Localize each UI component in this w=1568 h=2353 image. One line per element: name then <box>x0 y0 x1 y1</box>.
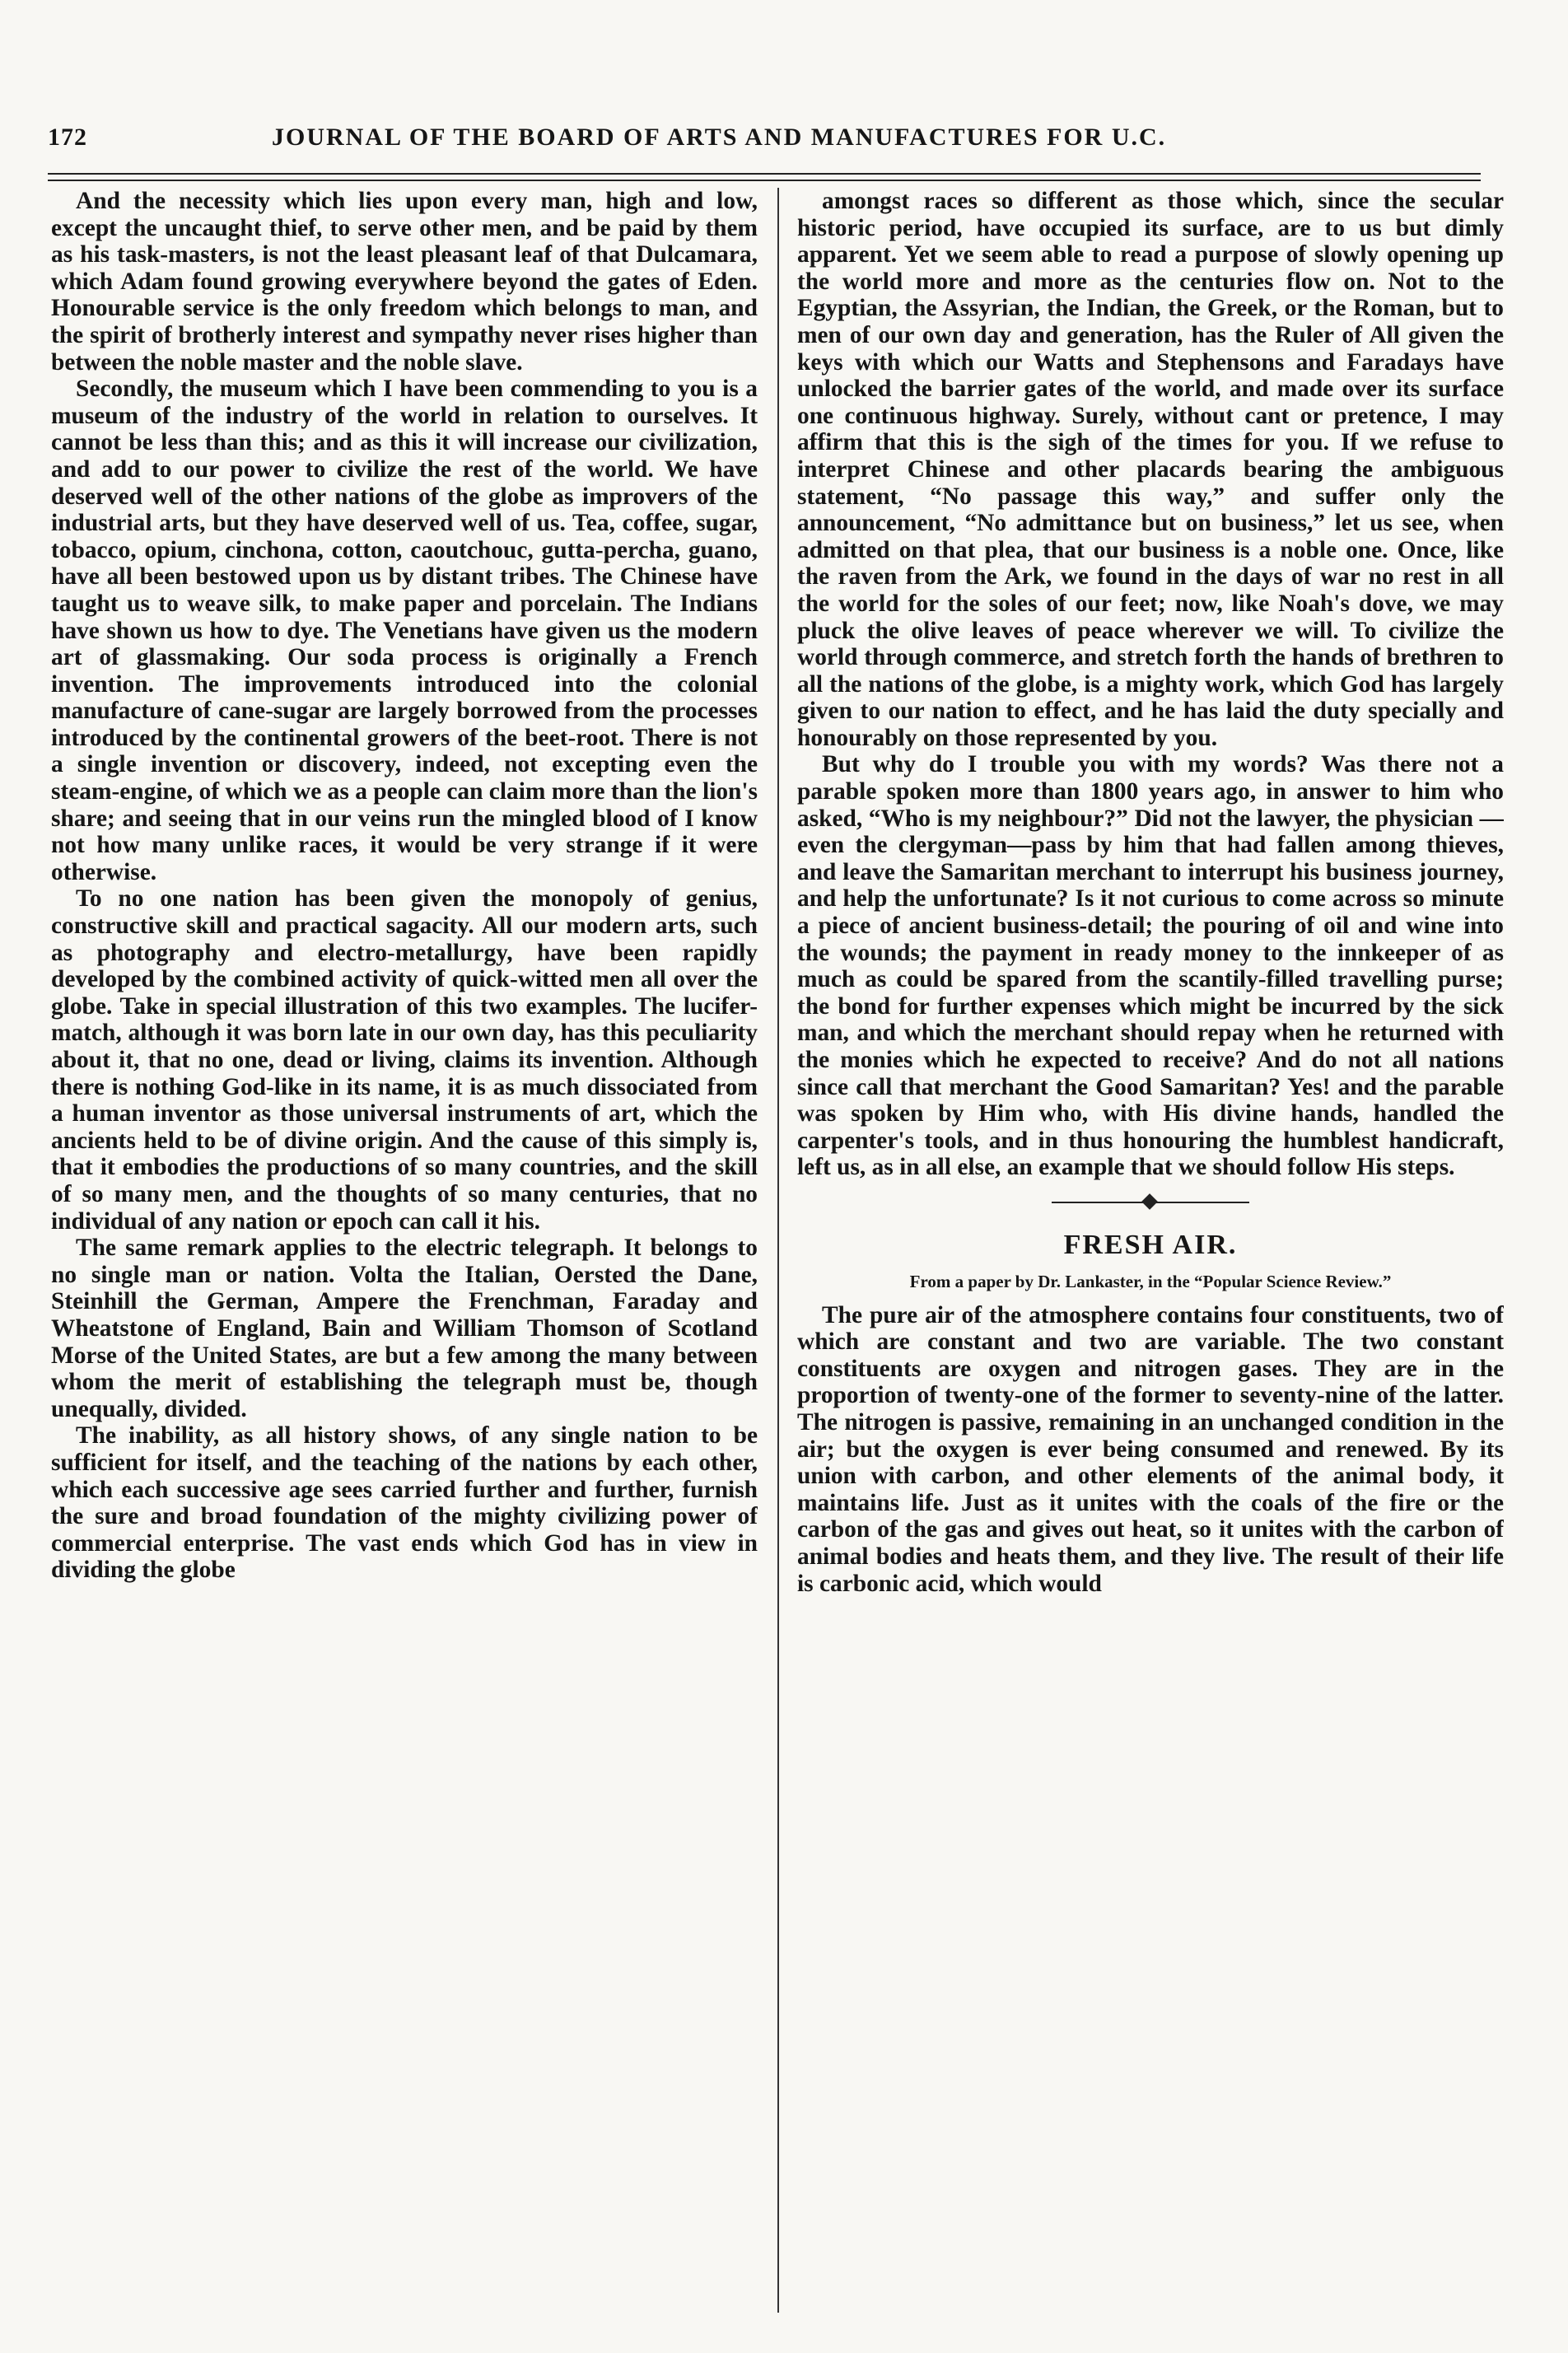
page-header <box>48 124 1481 163</box>
column-divider <box>777 188 779 2313</box>
paragraph-right-1: amongst races so different as those which, since the secular historic period, have occupied its surface, are to us but dimly apparent. Yet we seem able to read a purpose of slowly opening up the world more and more as the centuries flow on. Not to the Egyptian, the Assyrian, the Indian, the Greek, or the Roman, but to men of our own day and generation, has the Ruler of All given the keys with which our Watts and Stephensons and Faradays have unlocked the barrier gates of the world, and made over its surface one continuous highway. Surely, without cant or pretence, I may affirm that this is the sigh of the times for you. If we refuse to interpret Chinese and other placards bearing the ambiguous statement, “No passage this way,” and suffer only the announcement, “No admittance but on business,” let us see, when admitted on that plea, that our business is a noble one. Once, like the raven from the Ark, we found in the days of war no rest in all the world for the soles of our feet; now, like Noah's dove, we may pluck the olive leaves of peace wherever we will. To civilize the world through commerce, and stretch forth the hands of brethren to all the nations of the globe, is a mighty work, which God has largely given to our nation to effect, and he has laid the duty specially and honourably on those represented by you. <box>797 188 1504 751</box>
section-ornament <box>1052 1194 1249 1211</box>
paragraph-left-4: The same remark applies to the electric telegraph. It belongs to no single man or nation. Volta the Italian, Oersted the Dane, Steinhill the German, Ampere the Frenchman, Faraday and Wheatstone of England, Bain and William Thomson of Scotland Morse of the United States, are but a few among the many between whom the merit of establishing the telegraph must be, though unequally, divided. <box>51 1235 758 1422</box>
paragraph-left-5: The inability, as all history shows, of any single nation to be sufficient for itself, and the teaching of the nations by each other, which each successive age sees carried further and further, furnish the sure and broad foundation of the mighty civilizing power of commercial enterprise. The vast ends which God has in view in dividing the globe <box>51 1422 758 1584</box>
paragraph-right-2: But why do I trouble you with my words? Was there not a parable spoken more than 1800 years ago, in answer to him who asked, “Who is my neighbour?” Did not the lawyer, the physician —even the clergyman—pass by him that had fallen among thieves, and leave the Samaritan merchant to interrupt his business journey, and help the unfortunate? Is it not curious to come across so minute a piece of ancient business-detail; the pouring of oil and wine into the wounds; the payment in ready money to the innkeeper of as much as could be spared from the scantily-filled travelling purse; the bond for further expenses which might be incurred by the sick man, and which the merchant should repay when he returned with the monies which he expected to receive? And do not all nations since call that merchant the Good Samaritan? Yes! and the parable was spoken by Him who, with His divine hands, handled the carpenter's tools, and in thus honouring the humblest handicraft, left us, as in all else, an example that we should follow His steps. <box>797 751 1504 1181</box>
page-number: 172 <box>48 124 87 151</box>
paragraph-left-3: To no one nation has been given the monopoly of genius, constructive skill and practical sagacity. All our modern arts, such as photography and electro-metallurgy, have been rapidly developed by the combined activity of quick-witted men all over the globe. Take in special illustration of this two examples. The lucifer-match, although it was born late in our own day, has this peculiarity about it, that no one, dead or living, claims its invention. Although there is nothing God-like in its name, it is as much dissociated from a human inventor as those universal instruments of art, which the ancients held to be of divine origin. And the cause of this simply is, that it embodies the productions of so many countries, and the skill of so many men, and the thoughts of so many centuries, that no individual of any nation or epoch can call it his. <box>51 885 758 1235</box>
section-source: From a paper by Dr. Lankaster, in the “Popular Science Review.” <box>909 1271 1392 1291</box>
header-rule <box>48 173 1481 181</box>
running-title: JOURNAL OF THE BOARD OF ARTS AND MANUFACTURES FOR U.C. <box>272 124 1167 151</box>
section-paragraph-1: The pure air of the atmosphere contains four constituents, two of which are constant and two are variable. The two constant constituents are oxygen and nitrogen gases. They are in the proportion of twenty-one of the former to seventy-nine of the latter. The nitrogen is passive, remaining in an unchanged condition in the air; but the oxygen is ever being consumed and renewed. By its union with carbon, and other elements of the animal body, it maintains life. Just as it unites with the coals of the fire or the carbon of the gas and gives out heat, so it unites with the carbon of animal bodies and heats them, and they live. The result of their life is carbonic acid, which would <box>797 1301 1504 1597</box>
right-column <box>797 188 1504 2313</box>
left-column <box>51 188 758 2313</box>
section-title: FRESH AIR. <box>1063 1229 1238 1260</box>
paragraph-left-2: Secondly, the museum which I have been commending to you is a museum of the industry of the world in relation to ourselves. It cannot be less than this; and as this it will increase our civilization, and add to our power to civilize the rest of the world. We have deserved well of the other nations of the globe as improvers of the industrial arts, but they have deserved well of us. Tea, coffee, sugar, tobacco, opium, cinchona, cotton, caoutchouc, gutta-percha, guano, have all been bestowed upon us by distant tribes. The Chinese have taught us to weave silk, to make paper and porcelain. The Indians have shown us how to dye. The Venetians have given us the modern art of glassmaking. Our soda process is originally a French invention. The improvements introduced into the colonial manufacture of cane-sugar are largely borrowed from the processes introduced by the continental growers of the beet-root. There is not a single invention or discovery, indeed, not excepting even the steam-engine, of which we as a people can claim more than the lion's share; and seeing that in our veins run the mingled blood of I know not how many unlike races, it would be very strange if it were otherwise. <box>51 376 758 885</box>
paragraph-left-1: And the necessity which lies upon every man, high and low, except the uncaught thief, to serve other men, and be paid by them as his task-masters, is not the least pleasant leaf of that Dulcamara, which Adam found growing everywhere beyond the gates of Eden. Honourable service is the only freedom which belongs to man, and the spirit of brotherly interest and sympathy never rises higher than between the noble master and the noble slave. <box>51 188 758 376</box>
